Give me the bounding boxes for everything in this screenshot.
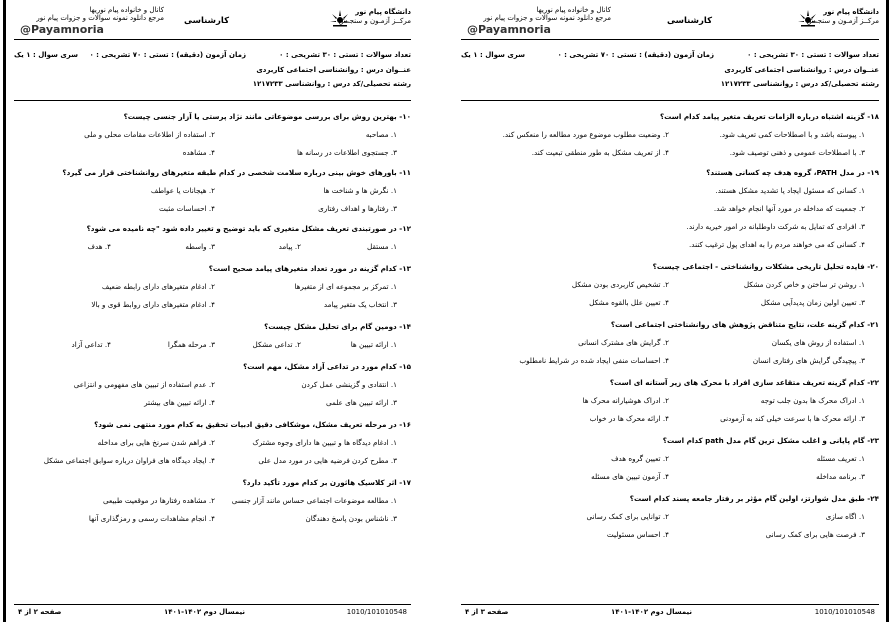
question-text: ۱۳- کدام گزینه در مورد تعداد متغیرهای پیامد صحیح است؟ [208,264,411,273]
center-title: مرکــز آزمـون و سنجـش [338,17,411,25]
answer-option[interactable]: ۲. جمعیت که مداخله در مورد آنها انجام خواهد شد. [713,204,865,213]
answer-option[interactable]: ۳. ناشناس بودن پاسخ دهندگان [305,514,397,523]
answer-option[interactable]: ۴. تعیین علل بالقوه مشکل [589,298,669,307]
channel-ad-line: مرجع دانلود نمونه سوالات و جزوات پیام نور [483,14,611,22]
answer-option[interactable]: ۴. ارائه محرک ها در خواب [589,414,669,423]
question-text: ۱۵- کدام مورد در تداعی آزاد مشکل، مهم است؟ [243,362,411,371]
course-field: رشته تحصیلی/کد درس : روانشناسی ۱۲۱۷۲۳۳ [252,80,411,88]
page-footer [14,604,411,618]
exam-term: نیمسال دوم ۱۴۰۲-۱۴۰۱ [611,608,693,616]
page-footer [461,604,879,618]
answer-option[interactable]: ۱. ادراک محرک ها بدون جلب توجه [760,396,865,405]
exam-time: زمان آزمون (دقیقه) : تستی : ۷۰ تشریحی : ۰ [89,51,246,59]
answer-option[interactable]: ۳. انتخاب یک متغیر پیامد [323,300,397,309]
channel-ad-line: کانال و خانواده پیام نوریها [536,6,611,14]
channel-ad-line: مرجع دانلود نمونه سوالات و جزوات پیام نور [36,14,164,22]
answer-option[interactable]: ۱. مستقل [367,242,397,251]
answer-option[interactable]: ۲. عدم استفاده از تبیین های مفهومی و انتزاعی [73,380,215,389]
answer-option[interactable]: ۲. تشخیص کاربردی بودن مشکل [571,280,669,289]
university-name [339,8,411,26]
university-name [807,8,879,26]
question-list [461,104,879,604]
answer-option[interactable]: ۲. تعیین گروه هدف [611,454,669,463]
question-series: سری سوال : ۱ یک [461,51,526,59]
question [14,168,411,213]
question [461,320,879,365]
answer-option[interactable]: ۲. گرایش های مشترک انسانی [578,338,669,347]
answer-option[interactable]: ۴. ادغام متغیرهای دارای روابط قوی و بالا [91,300,215,309]
question-text: ۲۰- فایده تحلیل تاریخی مشکلات روانشناختی - اجتماعی چیست؟ [652,262,879,271]
brand-text: @Payamnoria [467,23,551,36]
channel-ad [461,6,611,22]
page-number: صفحه ۳ از ۴ [465,608,509,616]
page-number: صفحه ۲ از ۴ [18,608,62,616]
question [14,224,411,251]
answer-option[interactable]: ۳. مطرح کردن فرضیه هایی در مورد مدل علی [258,456,397,465]
answer-option[interactable]: ۳. واسطه [185,242,215,251]
page-gutter [425,0,451,622]
answer-option[interactable]: ۲. توانایی برای کمک رسانی [586,512,669,521]
answer-option[interactable]: ۴. احساسات مثبت [159,204,215,213]
question-text: ۱۱- باورهای خوش بینی درباره سلامت شخصی در کدام طبقه متغیرهای روانشناختی قرار می گیرد؟ [62,168,411,177]
exam-term: نیمسال دوم ۱۴۰۲-۱۴۰۱ [164,608,246,616]
answer-option[interactable]: ۴. تداعی آزاد [71,340,111,349]
answer-option[interactable]: ۱. روشن تر ساختن و خاص کردن مشکل [743,280,865,289]
question [14,322,411,349]
page-header [461,6,879,40]
answer-option[interactable]: ۳. پیچیدگی گرایش های رفتاری انسان [752,356,865,365]
brand-watermark [14,23,164,37]
question-text: ۱۲- در صورتبندی تعریف مشکل متغیری که باید توضیح و تغییر داده شود "چه نامیده می شود؟ [86,224,411,233]
university-title: دانشگاه پیام نور [823,8,879,16]
question-text: ۲۴- طبق مدل شوارتز، اولین گام مؤثر بر رفتار جامعه پسند کدام است؟ [629,494,879,503]
answer-option[interactable]: ۳. مرحله همگرا [167,340,215,349]
answer-option[interactable]: ۳. جستجوی اطلاعات در رسانه ها [296,148,397,157]
answer-option[interactable]: ۴. هدف [87,242,111,251]
page-header [14,6,411,40]
exam-page-left [0,0,425,622]
question-text: ۱۶- در مرحله تعریف مشکل، موشکافی دقیق ادبیات تحقیق به کدام مورد منتهی نمی شود؟ [94,420,411,429]
answer-option[interactable]: ۴. احساس مسئولیت [606,530,669,539]
answer-option[interactable]: ۱. پیوسته باشد و با اصطلاحات کمی تعریف شود. [719,130,865,139]
question [461,262,879,307]
question [461,436,879,481]
answer-option[interactable]: ۲. وضعیت مطلوب موضوع مورد مطالعه را منعکس کند. [502,130,669,139]
answer-option[interactable]: ۳. تعیین اولین زمان پدیدآیی مشکل [760,298,865,307]
answer-option[interactable]: ۴. کسانی که می خواهند مردم را به اهدای پول ترغیب کنند. [689,240,865,249]
question [14,264,411,309]
question [461,168,879,249]
answer-option[interactable]: ۱. مصاحبه [365,130,397,139]
page-edge-rule [886,0,889,622]
answer-option[interactable]: ۳. فرصت هایی برای کمک رسانی [765,530,865,539]
exam-code: 1010/101010548 [814,608,875,616]
question-text: ۱۹- در مدل PATH، گروه هدف چه کسانی هستند؟ [706,168,879,177]
university-title: دانشگاه پیام نور [355,8,411,16]
answer-option[interactable]: ۴. انجام مشاهدات رسمی و رمزگذاری آنها [88,514,215,523]
answer-option[interactable]: ۴. از تعریف مشکل به طور منطقی تبعیت کند. [531,148,669,157]
channel-ad [14,6,164,22]
center-title: مرکــز آزمـون و سنجـش [806,17,879,25]
question [14,420,411,465]
question-text: ۱۸- گزینه اشتباه درباره الزامات تعریف متغیر پیامد کدام است؟ [660,112,879,121]
answer-option[interactable]: ۳. برنامه مداخله [816,472,865,481]
answer-option[interactable]: ۳. ارائه تبیین های علمی [325,398,397,407]
answer-option[interactable]: ۱. تعریف مسئله [816,454,865,463]
question [461,494,879,539]
brand-text: @Payamnoria [20,23,104,36]
answer-option[interactable]: ۲. مشاهده رفتارها در موقعیت طبیعی [103,496,215,505]
exam-code: 1010/101010548 [346,608,407,616]
answer-option[interactable]: ۱. ارائه تبیین ها [350,340,397,349]
exam-page-right [451,0,891,622]
answer-option[interactable]: ۱. تمرکز بر مجموعه ای از متغیرها [294,282,397,291]
question-text: ۱۰- بهترین روش برای بررسی موضوعاتی مانند نژاد پرستی یا آزار جنسی چیست؟ [123,112,411,121]
answer-option[interactable]: ۴. ارائه تبیین های بیشتر [144,398,215,407]
question-text: ۲۳- گام پایانی و اغلب مشکل ترین گام مدل path کدام است؟ [662,436,879,445]
page-edge-rule [3,0,6,622]
answer-option[interactable]: ۴. ایجاد دیدگاه های فراوان درباره سوابق اجتماعی مشکل [43,456,215,465]
answer-option[interactable]: ۴. احساسات منفی ایجاد شده در شرایط نامطلوب [519,356,669,365]
channel-ad-line: کانال و خانواده پیام نوریها [89,6,164,14]
exam-info-box [14,43,411,101]
course-field: رشته تحصیلی/کد درس : روانشناسی ۱۲۱۷۲۳۳ [720,80,879,88]
answer-option[interactable]: ۴. مشاهده [182,148,215,157]
brand-watermark [461,23,611,37]
question [14,112,411,157]
answer-option[interactable]: ۳. ارائه محرک ها با سرعت خیلی کند به آزمودنی [720,414,865,423]
answer-option[interactable]: ۴. آزمون تبیین های مسئله [591,472,669,481]
question-text: ۲۱- کدام گزینه علت، نتایج متناقض پژوهش های روانشناختی اجتماعی است؟ [610,320,879,329]
answer-option[interactable]: ۲. پیامد [278,242,301,251]
answer-option[interactable]: ۱. استفاده از روش های یکسان [771,338,865,347]
answer-option[interactable]: ۱. ادغام دیدگاه ها و تبیین ها دارای وجوه مشترک [252,438,397,447]
question [14,362,411,407]
degree-level: کارشناسی [667,16,713,26]
question-series: سری سوال : ۱ یک [14,51,79,59]
question-count: تعداد سوالات : تستی : ۳۰ تشریحی : ۰ [747,51,879,59]
question-text: ۱۴- دومین گام برای تحلیل مشکل چیست؟ [264,322,411,331]
question-count: تعداد سوالات : تستی : ۳۰ تشریحی : ۰ [279,51,411,59]
answer-option[interactable]: ۲. فراهم شدن سرنخ هایی برای مداخله [97,438,215,447]
course-title: عنــوان درس : روانشناسی اجتماعی کاربردی [256,66,411,74]
question [461,378,879,423]
answer-option[interactable]: ۳. افرادی که تمایل به شرکت داوطلبانه در امور خیریه دارند. [686,222,865,231]
question [461,112,879,157]
degree-level: کارشناسی [184,16,230,26]
course-title: عنــوان درس : روانشناسی اجتماعی کاربردی [724,66,879,74]
exam-info-box [461,43,879,101]
answer-option[interactable]: ۲. استفاده از اطلاعات مقامات محلی و ملی [84,130,215,139]
question-text: ۲۲- کدام گزینه تعریف متقاعد سازی افراد با محرک های زیر آستانه ای است؟ [609,378,879,387]
exam-time: زمان آزمون (دقیقه) : تستی : ۷۰ تشریحی : ۰ [557,51,714,59]
answer-option[interactable]: ۱. اگاه سازی [825,512,865,521]
question [14,478,411,523]
answer-option[interactable]: ۳. رفتارها و اهداف رفتاری [318,204,397,213]
answer-option[interactable]: ۲. تداعی مشکل [252,340,301,349]
answer-option[interactable]: ۲. ادراک هوشیارانه محرک ها [582,396,669,405]
answer-option[interactable]: ۲. هیجانات یا عواطف [150,186,215,195]
question-text: ۱۷- اثر کلاسیک هاثورن بر کدام مورد تأکید دارد؟ [242,478,411,487]
answer-option[interactable]: ۱. انتقادی و گزینشی عمل کردن [301,380,397,389]
answer-option[interactable]: ۳. با اصطلاحات عمومی و ذهنی توصیف شود. [729,148,865,157]
answer-option[interactable]: ۱. کسانی که مسئول ایجاد یا تشدید مشکل هستند. [715,186,865,195]
question-list [14,104,411,604]
answer-option[interactable]: ۱. مطالعه موضوعات اجتماعی حساس مانند آزار جنسی [231,496,397,505]
answer-option[interactable]: ۱. نگرش ها و شناخت ها [323,186,397,195]
answer-option[interactable]: ۲. ادغام متغیرهای دارای رابطه ضعیف [101,282,215,291]
